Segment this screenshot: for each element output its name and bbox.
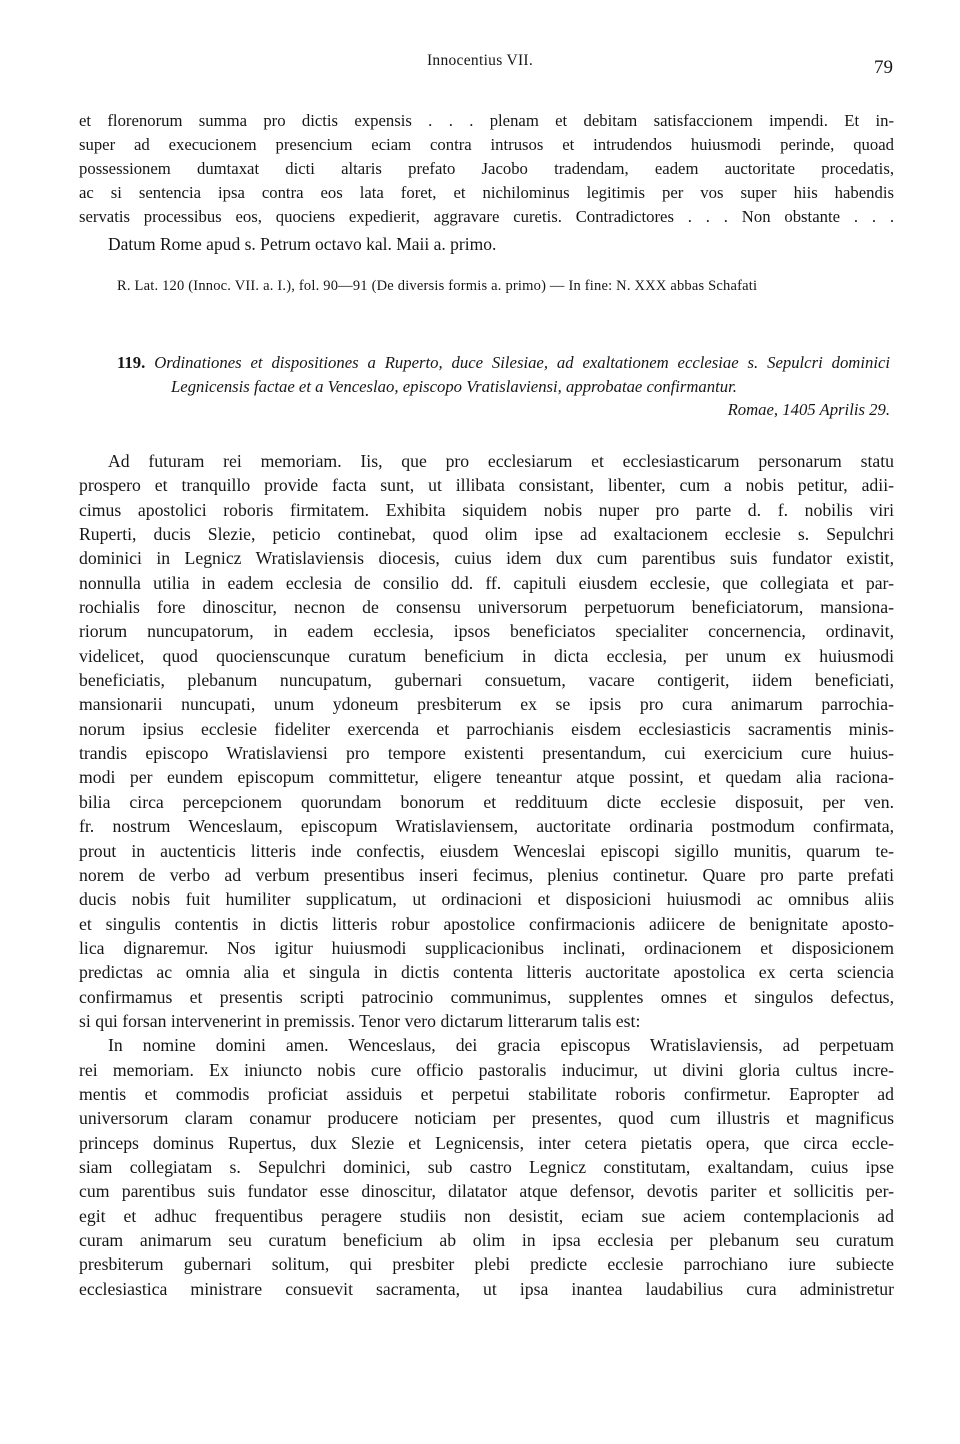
datum-line: Datum Rome apud s. Petrum octavo kal. Maii a. primo.	[108, 234, 497, 254]
document-rubric	[117, 351, 890, 422]
text-line: rei memoriam. Ex iniuncto nobis cure officio pastoralis inducimur, ut divini gloria cultus incre-	[79, 1059, 894, 1080]
text-line: riorum nuncupatorum, in eadem ecclesia, ipsos beneficiatos specialiter concernencia, ordinavit,	[79, 621, 894, 642]
document-body	[79, 449, 894, 1301]
text-line: prout in auctenticis litteris inde confectis, eiusdem Wenceslai episcopi sigillo munitis, quarum te-	[79, 840, 894, 861]
text-line: nonnulla utilia in eadem ecclesia de consilio dd. ff. capituli eiusdem ecclesie, que collegiata et par-	[79, 572, 894, 593]
text-line: rochialis fore dinoscitur, necnon de consensu universorum perpetuorum beneficiatorum, mansiona-	[79, 597, 894, 618]
text-line: prospero et tranquillo provide facta sunt, ut illibata consistant, libenter, cum a nobis petitur, adii-	[79, 475, 894, 496]
text-line: ecclesiastica ministrare consuevit sacramenta, ut ipsa inantea laudabilius cura administretur	[79, 1278, 894, 1299]
text-line: servatis processibus eos, quociens expedierit, aggravare curetis. Contradictores . . . Non obstante . . .	[79, 207, 894, 227]
text-line: mentis et commodis proficiat assiduis et perpetui stabilitate roboris confirmetur. Eapropter ad	[79, 1083, 894, 1104]
text-line: norum ipsius ecclesie fideliter exercenda et parrochianis eisdem ecclesiasticis sacramentis minis-	[79, 718, 894, 739]
text-line: possessionem dumtaxat dicti altaris prefato Jacobo tradendam, eadem auctoritate procedatis,	[79, 159, 894, 179]
text-line: curam animarum seu curatum beneficium ab olim in ipsa ecclesia per plebanum seu curatum	[79, 1230, 894, 1250]
rubric-line: Legnicensis factae et a Venceslao, episcopo Vratislaviensi, approbatae confirmantur.	[171, 376, 737, 396]
text-line: modi per eundem episcopum committetur, eligere teneantur atque possint, et quedam alia raciona-	[79, 767, 894, 788]
source-reference: R. Lat. 120 (Innoc. VII. a. I.), fol. 90—91 (De diversis formis a. primo) — In fine: N. XXX abbas Schafati	[117, 278, 758, 294]
text-line: ac si sentencia ipsa contra eos lata foret, et nichilominus legitimis per vos super hiis habendis	[79, 183, 894, 203]
text-line: bilia circa percepcionem quorundam bonorum et reddituum dicte ecclesie disposuit, per ven.	[79, 791, 894, 812]
text-line: et florenorum summa pro dictis expensis . . . plenam et debitam satisfaccionem impendi. Et in-	[79, 111, 894, 130]
text-line: dominici in Legnicz Wratislaviensis diocesis, cuius idem dux cum parentibus suis fundator existit,	[79, 548, 894, 569]
rubric-line	[117, 351, 890, 375]
text-line: Ad futuram rei memoriam. Iis, que pro ecclesiarum et ecclesiasticarum personarum statu	[108, 451, 894, 471]
text-line: fr. nostrum Wenceslaum, episcopum Wratislaviensem, auctoritate ordinaria postmodum confirmata,	[79, 816, 894, 837]
text-line: princeps dominus Rupertus, dux Slezie et Legnicensis, inter cetera pietatis opera, que circa eccle-	[79, 1132, 894, 1153]
text-line: siam collegiatam s. Sepulchri dominici, sub castro Legnicz constitutam, exaltandam, cuius ipse	[79, 1156, 894, 1177]
document-number: 119.	[117, 353, 146, 372]
text-line: predictas ac omnia alia et singula in dictis contenta litteris auctoritate apostolica ex certa sciencia	[79, 962, 894, 983]
rubric-text: Ordinationes et dispositiones a Ruperto, duce Silesiae, ad exaltationem ecclesiae s. Sepulcri dominici	[154, 353, 890, 372]
text-line: lica dignaremur. Nos igitur huiusmodi supplicacionibus inclinati, ordinacionem et disposicionem	[79, 937, 894, 958]
text-line: si qui forsan intervenerint in premissis. Tenor vero dictarum litterarum talis est:	[79, 1010, 641, 1031]
running-title: Innocentius VII.	[426, 52, 534, 69]
text-line: mansionarii nuncupati, unum ydoneum presbiterum ex se ipsis pro cura animarum parrochia-	[79, 694, 894, 715]
page-number: 79	[874, 57, 893, 78]
text-line: et singulis contentis in dictis litteris robur apostolice confirmacionis adiicere de benignitate aposto-	[79, 913, 894, 934]
text-line: confirmamus et presentis scripti patrocinio communimus, supplentes omnes et singulos defectus,	[79, 986, 894, 1007]
text-line: presbiterum gubernari solitum, qui presbiter plebi predicte ecclesie parrochiano iure subiecte	[79, 1254, 894, 1275]
place-date: Romae, 1405 Aprilis 29.	[727, 400, 890, 419]
text-line: norem de verbo ad verbum presentibus inseri fecimus, plenius continetur. Quare pro parte prefati	[79, 864, 894, 885]
text-line: beneficiatis, plebanum nuncupatum, gubernari consuetum, vacare contigerit, iidem beneficiati,	[79, 670, 894, 691]
text-line: cum parentibus suis fundator esse dinoscitur, dilatator atque defensor, devotis pariter et sollicitis per-	[79, 1181, 894, 1202]
text-line: cimus apostolici roboris firmitatem. Exhibita siquidem nobis nuper pro parte d. f. nobilis viri	[79, 499, 894, 520]
text-line: egit et adhuc frequentibus peragere studiis non desistit, eciam sue aciem contemplacionis ad	[79, 1205, 894, 1226]
text-line: In nomine domini amen. Wenceslaus, dei gracia episcopus Wratislaviensis, ad perpetuam	[108, 1035, 894, 1056]
text-line: trandis episcopo Wratislaviensi pro tempore existenti presentandum, cui exercicium cure huius-	[79, 743, 894, 764]
text-line: Ruperti, ducis Slezie, peticio continebat, quod olim ipse ad exaltacionem ecclesie s. Sepulchri	[79, 524, 894, 545]
text-line: videlicet, quod quocienscunque curatum beneficium in dicta ecclesia, per unum ex huiusmodi	[79, 645, 894, 666]
previous-document-text	[79, 109, 894, 229]
text-line: super ad execucionem presencium eciam contra intrusos et intrudendos huiusmodi perinde, quoad	[79, 135, 894, 155]
text-line: ducis nobis fuit humiliter supplicatum, ut ordinacioni et disposicioni huiusmodi ac omnibus aliis	[79, 889, 894, 910]
text-line: universorum claram conamur producere noticiam per presentes, quod cum illustris et magnificus	[79, 1108, 894, 1129]
